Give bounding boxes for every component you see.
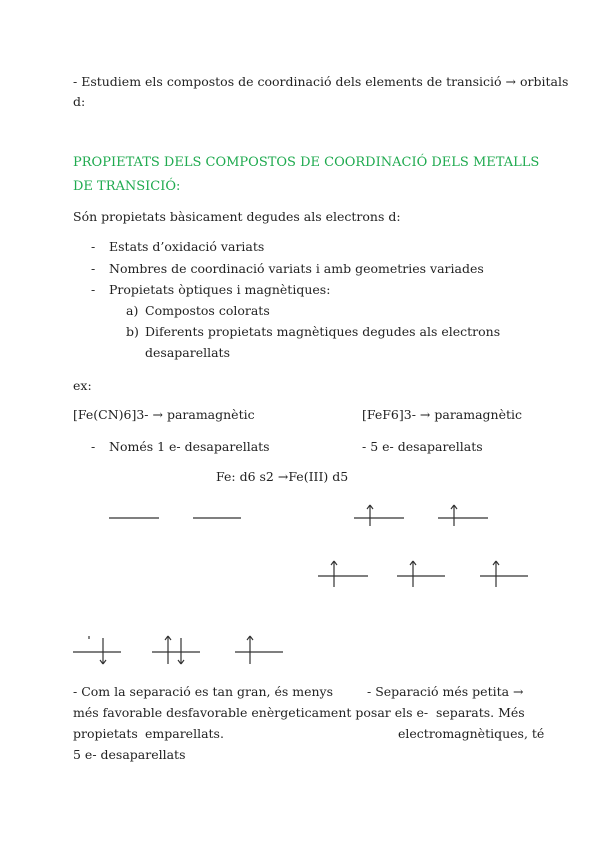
sub-item-marker: b): [126, 324, 139, 339]
left-conclusion-line-2: més favorable desfavorable enèrgeticament posar els e-: [73, 705, 429, 720]
bullet-oxidation-states: Estats d’oxidació variats: [109, 239, 265, 254]
left-conclusion-line-1: - Com la separació es tan gran, és menys: [73, 684, 334, 699]
left-conclusion-line-3b: emparellats.: [145, 726, 224, 741]
right-conclusion-line-1: - Separació més petita →: [367, 684, 524, 699]
section-heading-line-1: PROPIETATS DELS COMPOSTOS DE COORDINACIÓ DELS METALLS: [73, 155, 540, 170]
left-note-marker: -: [91, 439, 96, 454]
intro-line-2: d:: [73, 94, 86, 109]
section-heading-line-2: DE TRANSICIÓ:: [73, 179, 181, 194]
right-conclusion-line-2: separats. Més: [436, 705, 525, 720]
intro-line-1: - Estudiem els compostos de coordinació dels elements de transició → orbitals: [73, 74, 569, 89]
left-conclusion-line-3a: propietats: [73, 726, 138, 741]
left-note: Només 1 e- desaparellats: [109, 439, 270, 454]
bullet-optical-magnetic: Propietats òptiques i magnètiques:: [109, 282, 331, 297]
example-label: ex:: [73, 378, 92, 393]
sub-item-magnetic-properties-cont: desaparellats: [145, 345, 230, 360]
left-conclusion-line-4: 5 e- desaparellats: [73, 747, 186, 762]
sub-item-marker: a): [126, 303, 139, 318]
right-note: - 5 e- desaparellats: [362, 439, 483, 454]
electron-configuration: Fe: d6 s2 →Fe(III) d5: [216, 469, 349, 484]
bullet-coordination-numbers: Nombres de coordinació variats i amb geometries variades: [109, 261, 484, 276]
right-complex: [FeF6]3- → paramagnètic: [362, 407, 523, 422]
left-complex: [Fe(CN)6]3- → paramagnètic: [73, 407, 255, 422]
right-conclusion-line-3: electromagnètiques, té: [398, 726, 545, 741]
bullet-marker: -: [91, 282, 96, 297]
sub-item-magnetic-properties: Diferents propietats magnètiques degudes als electrons: [145, 324, 501, 339]
bullet-marker: -: [91, 239, 96, 254]
bullet-marker: -: [91, 261, 96, 276]
sub-item-coloured-compounds: Compostos colorats: [145, 303, 270, 318]
lead-text: Són propietats bàsicament degudes als electrons d:: [73, 209, 401, 224]
